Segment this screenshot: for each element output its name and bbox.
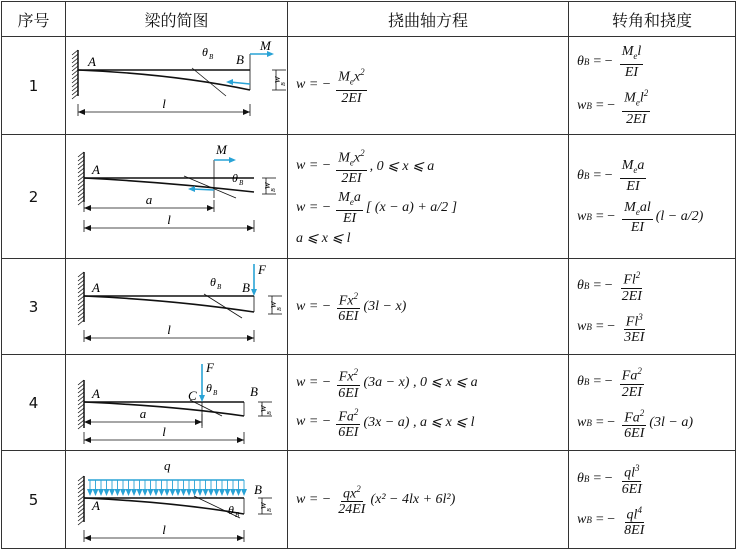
numerator-subscript: e [635, 97, 640, 108]
fraction [620, 461, 644, 497]
fraction-numerator [336, 65, 366, 90]
fraction [336, 405, 360, 441]
fraction [622, 310, 646, 346]
formula-lhs: w = − [296, 158, 332, 174]
deflection-subscript: B [281, 81, 287, 86]
formula-lhs-subscript: B [583, 280, 590, 291]
distributed-load-arrow-icon [181, 489, 187, 496]
numerator-exponent: 2 [356, 483, 361, 494]
rotation-angle-subscript: B [235, 510, 240, 519]
numerator-main: Fa [624, 410, 640, 426]
row-index: 2 [2, 135, 66, 259]
numerator-exponent: 2 [639, 407, 645, 418]
deflection-equation [288, 482, 568, 518]
fraction-numerator [337, 289, 360, 310]
numerator-rest: a [637, 157, 645, 173]
numerator-exponent: 2 [353, 406, 359, 417]
distributed-load-arrow-icon [203, 489, 209, 496]
rotation-angle-label: θ [228, 502, 234, 517]
numerator-subscript: e [635, 206, 640, 217]
numerator-rest: a [353, 190, 361, 206]
fraction-denominator: 2EI [621, 384, 642, 400]
beam-diagram-cell [66, 135, 288, 259]
point-a-label: A [92, 161, 100, 177]
moment-arrow-icon [229, 157, 236, 163]
rotation-formula [569, 268, 735, 304]
table-row [2, 37, 736, 135]
formula-lhs: w [577, 209, 587, 225]
numerator-main: Fx [338, 369, 354, 385]
rotation-angle-subscript: B [213, 388, 218, 397]
rotation-formula [569, 364, 735, 400]
fraction-numerator [336, 146, 366, 171]
deflection-formula [569, 200, 735, 236]
numerator-subscript: e [633, 164, 638, 175]
distributed-load-arrow-icon [98, 489, 104, 496]
formula-lhs: w = − [296, 298, 332, 314]
distributed-load-arrow-icon [186, 489, 192, 496]
beam-diagram [66, 38, 288, 134]
deflection-equation [288, 365, 568, 401]
fraction [336, 289, 360, 325]
formula-lhs: w = − [296, 200, 332, 216]
formula-lhs-subscript: B [586, 418, 592, 429]
row-index: 4 [2, 355, 66, 451]
length-dimension-arrow-right [237, 535, 244, 541]
formula-lhs-subscript: B [586, 322, 592, 333]
point-a-label: A [92, 497, 100, 513]
beam-diagram-cell [66, 259, 288, 355]
distributed-load-arrow-icon [219, 489, 225, 496]
formula-tail: (l − a/2) [655, 209, 704, 225]
fraction [620, 268, 644, 304]
numerator-main: M [338, 150, 350, 166]
segment-a-dimension-arrow-right [195, 419, 202, 425]
deflection-label: w [258, 404, 269, 412]
beam-diagram [66, 452, 288, 548]
distributed-load-arrow-icon [153, 489, 159, 496]
deflection-subscript: B [271, 187, 277, 192]
numerator-subscript: e [633, 51, 638, 62]
fraction [336, 146, 366, 186]
formula-equals: = − [593, 373, 613, 389]
formula-tail: [ (x − a) + a/2 ] [365, 200, 458, 216]
formula-equals: = − [593, 54, 613, 70]
formula-equals: = − [595, 512, 616, 528]
row-index: 5 [2, 451, 66, 549]
numerator-main: qx [342, 486, 357, 502]
deflection-subscript: B [277, 306, 283, 311]
fraction-numerator [620, 158, 647, 179]
fraction-denominator: 2EI [341, 90, 362, 106]
numerator-main: M [338, 69, 350, 85]
force-arrow-icon [199, 395, 205, 402]
numerator-rest: l [639, 90, 644, 106]
distributed-load-arrow-icon [214, 489, 220, 496]
formula-tail: (3x − a) , a ⩽ x ⩽ l [363, 414, 475, 430]
numerator-rest: x [353, 150, 361, 166]
fraction-denominator: EI [624, 65, 639, 81]
moment-arrow-lower-icon [226, 79, 233, 85]
distributed-load-arrow-icon [137, 489, 143, 496]
formula-lhs: θ [577, 373, 584, 389]
fraction-denominator: 2EI [621, 288, 642, 304]
numerator-exponent: 2 [643, 88, 649, 99]
fraction-denominator: EI [630, 220, 645, 236]
distributed-load-arrow-icon [126, 489, 132, 496]
deflection-equation [288, 190, 568, 226]
formula-tail: (x² − 4lx + 6l²) [370, 491, 456, 507]
fraction [622, 86, 650, 126]
distributed-load-arrow-icon [115, 489, 121, 496]
moment-arrow-lower-icon [188, 186, 195, 192]
fraction [620, 158, 647, 194]
length-label: l [162, 521, 166, 537]
point-b-label: B [236, 51, 244, 67]
numerator-main: Fa [338, 409, 354, 425]
formula-lhs: w = − [296, 374, 332, 390]
beam-diagram [66, 260, 288, 354]
beam-diagram [66, 356, 288, 450]
distributed-load-arrow-icon [164, 489, 170, 496]
fraction-denominator: 6EI [338, 309, 359, 325]
deflection-equation [288, 146, 568, 186]
fraction [620, 44, 644, 80]
deflection-equation [288, 65, 568, 105]
distributed-load-arrow-icon [142, 489, 148, 496]
rotation-angle-label: θ [202, 44, 208, 59]
fraction-numerator [621, 268, 642, 289]
fraction [336, 190, 363, 226]
fraction-numerator [336, 405, 360, 426]
moment-label: M [216, 141, 227, 157]
length-label: l [162, 95, 166, 111]
numerator-exponent: 3 [638, 311, 643, 322]
formula-lhs: w [577, 512, 587, 528]
length-label: l [167, 211, 171, 227]
row-index: 3 [2, 259, 66, 355]
formula-equals: = − [595, 209, 616, 225]
formula-lhs-subscript: B [586, 212, 592, 223]
beam-deflected-curve [84, 178, 254, 192]
beam-diagram [66, 136, 288, 258]
fraction-numerator [620, 44, 644, 65]
length-label: l [162, 423, 166, 439]
distributed-load-arrow-icon [197, 489, 203, 496]
fraction [620, 364, 644, 400]
tangent-line [192, 68, 226, 96]
numerator-main: Fa [621, 368, 638, 384]
deflection-subscript: B [267, 507, 273, 512]
deflection-table [1, 1, 736, 549]
formula-tail: (3l − x) [363, 298, 407, 314]
header-index: 序号 [2, 2, 66, 37]
length-dimension-arrow-left [84, 335, 91, 341]
formula-equals: = − [595, 98, 616, 114]
numerator-main: M [621, 157, 634, 173]
header-row [2, 2, 736, 37]
formula-lhs: θ [577, 167, 584, 183]
fraction-numerator [622, 200, 653, 221]
deflection-formula [569, 310, 735, 346]
fraction-numerator [622, 86, 650, 111]
distributed-load-arrow-icon [241, 489, 247, 496]
formula-equals: = − [595, 415, 616, 431]
force-arrow-icon [251, 289, 257, 296]
numerator-exponent: 2 [360, 67, 365, 78]
fraction-denominator: 3EI [624, 330, 645, 346]
distributed-load-arrow-icon [87, 489, 93, 496]
length-dimension-arrow-left [78, 109, 85, 115]
distributed-load-arrow-icon [192, 489, 198, 496]
fraction-denominator: EI [626, 178, 640, 194]
distributed-load-arrow-icon [120, 489, 126, 496]
fraction [336, 365, 360, 401]
distributed-load-arrow-icon [230, 489, 236, 496]
beam-diagram-group [78, 458, 273, 542]
deflection-label: w [268, 300, 279, 308]
numerator-main: M [621, 44, 634, 60]
numerator-main: Fx [338, 293, 354, 309]
force-label: F [206, 359, 214, 375]
fraction-denominator: 6EI [338, 425, 359, 441]
deflection-label: w [262, 181, 273, 189]
segment-a-dimension-arrow-right [207, 205, 214, 211]
fraction-numerator [622, 461, 641, 482]
length-dimension-arrow-left [84, 535, 91, 541]
numerator-main: ql [624, 465, 635, 481]
numerator-exponent: 2 [353, 366, 358, 377]
rotation-angle-label: θ [232, 170, 238, 185]
formula-lhs: w [577, 319, 587, 335]
formula-equals: = − [595, 319, 616, 335]
formula-lhs: θ [577, 54, 584, 70]
header-results: 转角和挠度 [569, 2, 736, 37]
header-equation: 挠曲轴方程 [288, 2, 569, 37]
length-dimension-arrow-right [247, 335, 254, 341]
fraction-numerator [625, 503, 644, 524]
distributed-load-label: q [164, 457, 171, 473]
formula-lhs-subscript: B [583, 170, 590, 181]
numerator-exponent: 2 [635, 269, 641, 280]
table-row [2, 355, 736, 451]
numerator-exponent: 2 [637, 365, 642, 376]
fraction [336, 65, 366, 105]
deflection-formula [569, 86, 735, 126]
point-b-label: B [254, 481, 262, 497]
point-a-label: A [92, 279, 100, 295]
segment-a-label: a [139, 405, 147, 421]
length-dimension-arrow-right [247, 225, 254, 231]
fraction-numerator [620, 364, 644, 385]
numerator-rest: x [353, 69, 361, 85]
numerator-rest: al [639, 199, 651, 215]
length-dimension-arrow-right [237, 437, 244, 443]
formula-lhs-subscript: B [583, 57, 590, 68]
distributed-load-arrow-icon [159, 489, 165, 496]
point-a-label: A [92, 385, 100, 401]
deflection-subscript: B [267, 410, 273, 415]
beam-deflected-curve [78, 70, 250, 90]
fraction-numerator [624, 310, 645, 331]
fraction-numerator [622, 406, 646, 427]
rotation-angle-label: θ [210, 274, 216, 289]
point-c-label: C [188, 387, 197, 403]
fraction-denominator: 6EI [621, 481, 642, 497]
beam-diagram-cell [66, 37, 288, 135]
segment-a-label: a [145, 191, 153, 207]
fraction-denominator: 8EI [624, 523, 645, 539]
formula-lhs-subscript: B [586, 515, 592, 526]
numerator-main: Fl [623, 272, 636, 288]
formula-lhs: θ [577, 277, 584, 293]
table-row [2, 135, 736, 259]
segment-a-dimension-arrow-left [84, 205, 91, 211]
formula-lhs-subscript: B [583, 473, 590, 484]
deflection-equation [288, 405, 568, 441]
numerator-exponent: 3 [634, 462, 640, 473]
formula-lhs-subscript: B [586, 101, 592, 112]
formula-lhs: w = − [296, 491, 332, 507]
point-b-label: B [250, 383, 258, 399]
moment-arm-lower [192, 189, 214, 190]
distributed-load-arrow-icon [236, 489, 242, 496]
formula-tail: , 0 ⩽ x ⩽ a [369, 158, 435, 174]
beam-diagram-group [78, 262, 283, 342]
deflection-equation-cell [288, 259, 569, 355]
beam-diagram-cell [66, 355, 288, 451]
fraction [622, 503, 646, 539]
fraction-denominator: 2EI [341, 171, 362, 187]
table-row [2, 259, 736, 355]
fraction-numerator [336, 190, 363, 211]
numerator-main: M [624, 90, 636, 106]
fraction [622, 200, 653, 236]
deflection-label: w [272, 75, 283, 83]
rotation-angle-subscript: B [239, 178, 244, 187]
segment-a-dimension-arrow-left [84, 419, 91, 425]
formula-equals: = − [593, 277, 613, 293]
rotation-deflection-cell [569, 355, 736, 451]
beam-deflected-curve [84, 402, 244, 416]
formula-lhs-subscript: B [583, 376, 590, 387]
rotation-formula [569, 461, 735, 497]
beam-diagram-group [72, 38, 287, 116]
formula-equals: = − [593, 167, 613, 183]
distributed-load-arrow-icon [93, 489, 99, 496]
formula-lhs: w [577, 98, 587, 114]
formula-lhs: θ [577, 470, 584, 486]
formula-tail: (3a − x) , 0 ⩽ x ⩽ a [363, 375, 478, 391]
numerator-rest: l [637, 44, 642, 60]
length-label: l [167, 321, 171, 337]
numerator-main: M [338, 190, 350, 206]
deflection-equation-cell [288, 37, 569, 135]
beam-deflected-curve [84, 498, 244, 514]
numerator-main: M [624, 199, 636, 215]
header-diagram: 梁的简图 [66, 2, 288, 37]
fraction-numerator [341, 482, 363, 503]
formula-range: a ⩽ x ⩽ l [296, 231, 351, 247]
rotation-deflection-cell [569, 451, 736, 549]
fraction-denominator: EI [342, 211, 357, 227]
distributed-load-arrow-icon [109, 489, 115, 496]
fraction [622, 406, 646, 442]
numerator-exponent: 4 [637, 504, 642, 515]
row-index: 1 [2, 37, 66, 135]
deflection-equation-cell [288, 451, 569, 549]
formula-equals: = − [593, 470, 613, 486]
distributed-load-arrow-icon [131, 489, 137, 496]
length-dimension-arrow-left [84, 225, 91, 231]
numerator-subscript: e [349, 197, 354, 208]
numerator-main: ql [626, 507, 638, 523]
deflection-formula [569, 406, 735, 442]
distributed-load-arrow-icon [175, 489, 181, 496]
moment-label: M [260, 37, 271, 53]
length-dimension-arrow-right [243, 109, 250, 115]
rotation-deflection-cell [569, 135, 736, 259]
rotation-deflection-cell [569, 259, 736, 355]
deflection-equation-cell [288, 135, 569, 259]
fraction-denominator: 24EI [338, 502, 366, 518]
formula-lhs: w = − [296, 414, 332, 430]
fraction [336, 482, 367, 518]
table-row [2, 451, 736, 549]
fraction-numerator [337, 365, 360, 386]
numerator-main: Fl [625, 314, 639, 330]
numerator-subscript: e [349, 157, 354, 168]
fraction-denominator: 6EI [338, 385, 359, 401]
distributed-load-arrow-icon [170, 489, 176, 496]
distributed-load-arrow-icon [104, 489, 110, 496]
fraction-denominator: 6EI [624, 426, 645, 442]
rotation-angle-label: θ [206, 380, 212, 395]
deflection-equation [288, 289, 568, 325]
beam-diagram-group [78, 360, 273, 444]
deflection-label: w [258, 501, 269, 509]
force-label: F [258, 261, 266, 277]
distributed-load-arrow-icon [225, 489, 231, 496]
beam-diagram-cell [66, 451, 288, 549]
deflection-formula [569, 503, 735, 539]
formula-lhs: w = − [296, 77, 332, 93]
fraction-denominator: 2EI [626, 111, 647, 127]
point-a-label: A [88, 53, 96, 69]
tangent-line [184, 176, 236, 198]
formula-tail: (3l − a) [649, 415, 694, 431]
rotation-formula [569, 44, 735, 80]
numerator-exponent: 2 [353, 290, 358, 301]
formula-lhs: w [577, 415, 587, 431]
rotation-formula [569, 158, 735, 194]
deflection-equation [288, 230, 568, 247]
rotation-angle-subscript: B [217, 282, 222, 291]
deflection-equation-cell [288, 355, 569, 451]
point-b-label: B [242, 279, 250, 295]
numerator-exponent: 2 [360, 147, 365, 158]
rotation-angle-subscript: B [209, 52, 214, 61]
beam-diagram-group [78, 142, 277, 232]
rotation-deflection-cell [569, 37, 736, 135]
distributed-load-arrow-icon [208, 489, 214, 496]
length-dimension-arrow-left [84, 437, 91, 443]
numerator-subscript: e [349, 76, 354, 87]
distributed-load-arrow-icon [148, 489, 154, 496]
